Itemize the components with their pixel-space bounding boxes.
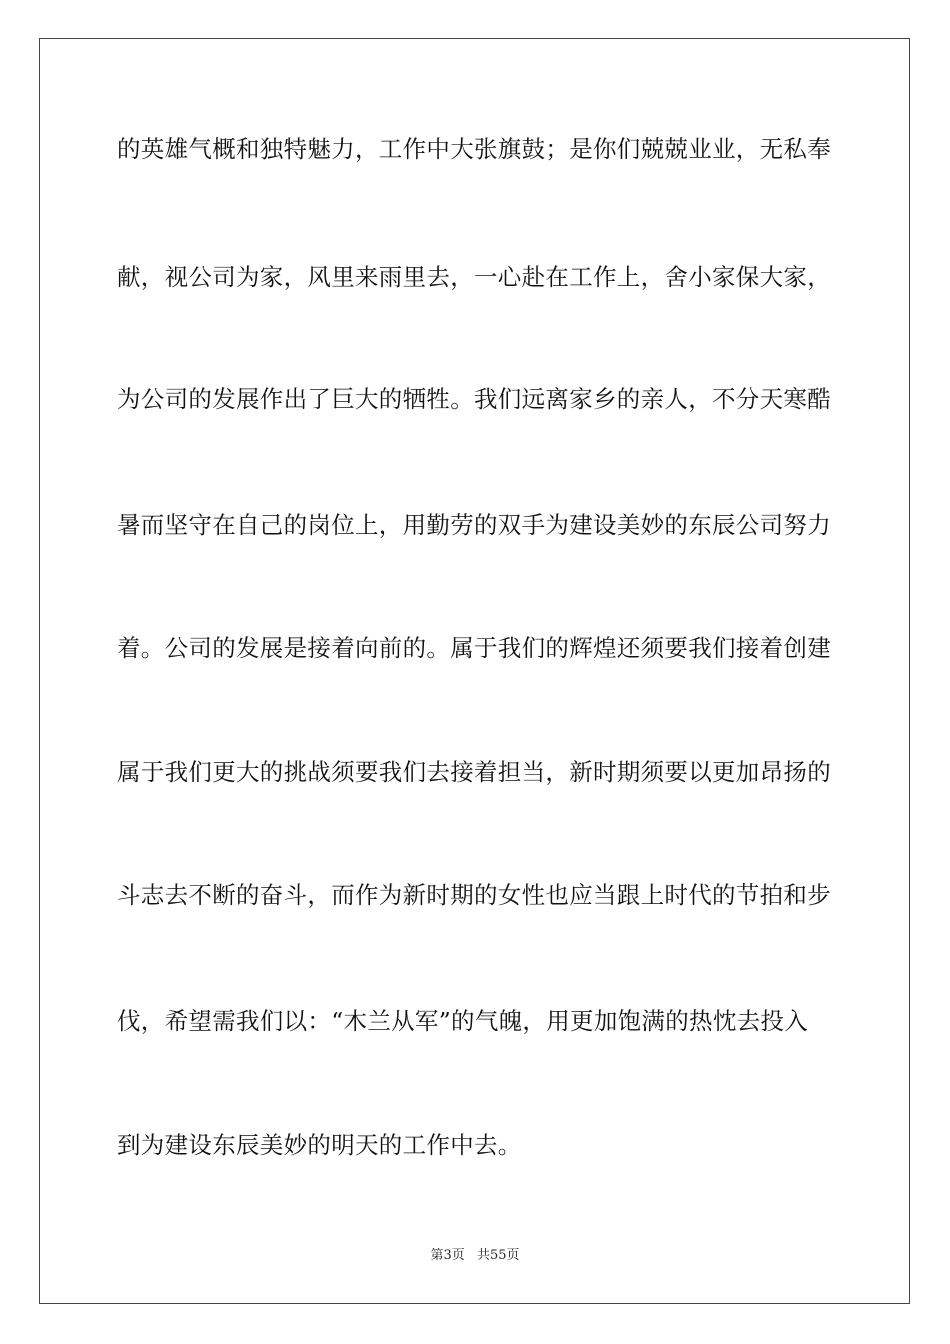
- text-line: 着。公司的发展是接着向前的。属于我们的辉煌还须要我们接着创建: [117, 634, 831, 662]
- text-line: 到为建设东辰美妙的明天的工作中去。: [117, 1131, 522, 1159]
- page-border: [39, 38, 910, 1304]
- page-total: 共55页: [476, 1248, 520, 1263]
- text-line: 献，视公司为家，风里来雨里去，一心赴在工作上，舍小家保大家，: [117, 263, 831, 291]
- text-line: 斗志去不断的奋斗，而作为新时期的女性也应当跟上时代的节拍和步: [117, 881, 831, 909]
- text-line: 的英雄气概和独特魅力，工作中大张旗鼓；是你们兢兢业业，无私奉: [117, 135, 831, 163]
- page-footer: [0, 1247, 950, 1265]
- text-line: 伐，希望需我们以：“木兰从军”的气魄，用更加饱满的热忱去投入: [117, 1007, 809, 1035]
- page-number: 第3页: [430, 1248, 465, 1263]
- text-line: 属于我们更大的挑战须要我们去接着担当，新时期须要以更加昂扬的: [117, 758, 831, 786]
- text-line: 暑而坚守在自己的岗位上，用勤劳的双手为建设美妙的东辰公司努力: [117, 511, 831, 539]
- text-line: 为公司的发展作出了巨大的牺牲。我们远离家乡的亲人，不分天寒酷: [117, 385, 831, 413]
